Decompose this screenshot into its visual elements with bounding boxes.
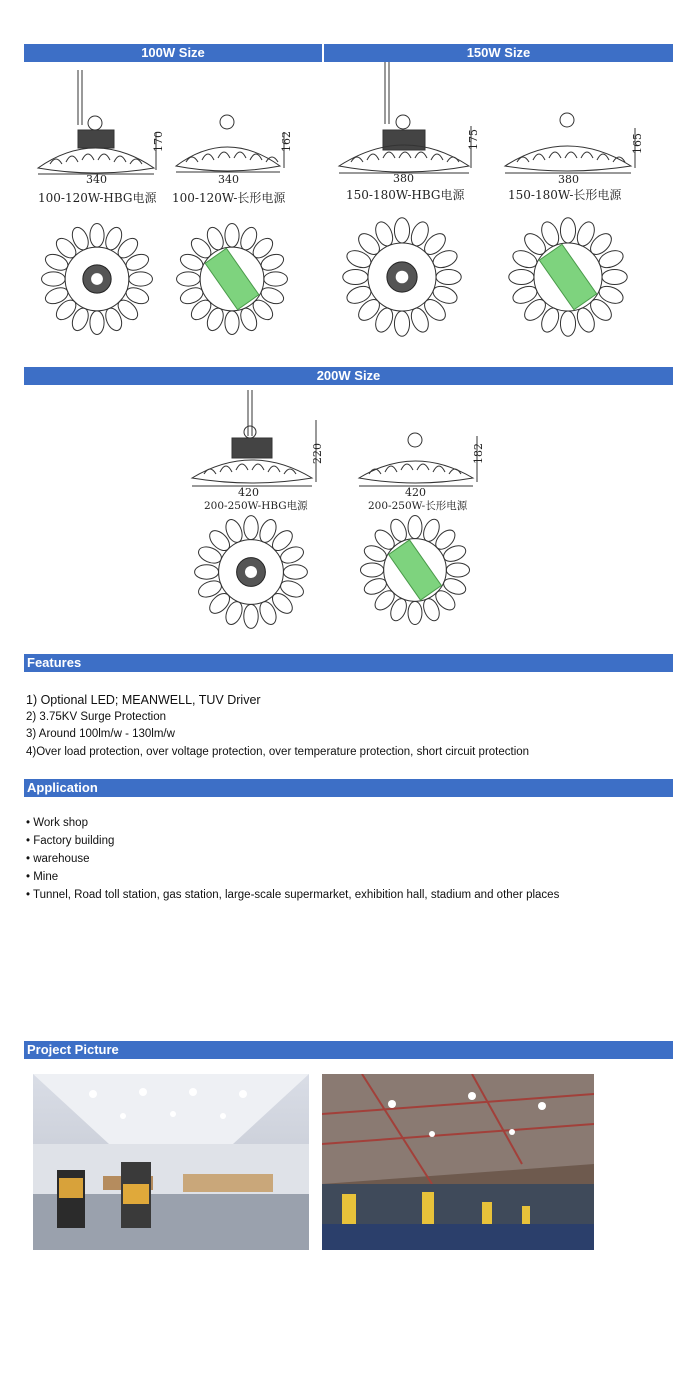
- application-item: • Work shop: [26, 817, 88, 829]
- height-label: 175: [467, 129, 480, 150]
- section-bar-200w: 200W Size: [24, 367, 673, 385]
- feature-item: 2) 3.75KV Surge Protection: [26, 711, 166, 723]
- height-label: 162: [280, 131, 293, 152]
- section-bar-features: Features: [24, 654, 673, 672]
- lamp-side-drawing-200-long: [355, 430, 495, 498]
- lamp-top-view-100-hbg: [38, 220, 156, 343]
- section-bar-project: Project Picture: [24, 1041, 673, 1059]
- lamp-side-drawing-100-hbg: [30, 70, 170, 185]
- application-item: • Factory building: [26, 835, 115, 847]
- drawing-caption: 100-120W-长形电源: [172, 191, 286, 205]
- lamp-side-drawing-100-long: [172, 110, 312, 185]
- width-label: 340: [86, 173, 107, 185]
- width-label: 420: [238, 486, 259, 498]
- height-label: 182: [472, 443, 485, 464]
- drawing-caption: 100-120W-HBG电源: [38, 191, 157, 205]
- application-item: • warehouse: [26, 853, 90, 865]
- drawing-caption: 150-180W-HBG电源: [346, 188, 465, 202]
- width-label: 340: [218, 173, 239, 185]
- lamp-side-drawing-200-hbg: [188, 390, 328, 498]
- lamp-top-view-100-long: [173, 220, 291, 343]
- drawing-caption: 200-250W-HBG电源: [204, 500, 308, 512]
- feature-item: 3) Around 100lm/w - 130lm/w: [26, 728, 175, 740]
- lamp-side-drawing-150-long: [503, 110, 653, 184]
- width-label: 420: [405, 486, 426, 498]
- lamp-top-view-150-hbg: [339, 214, 465, 345]
- feature-item: 1) Optional LED; MEANWELL, TUV Driver: [26, 693, 261, 707]
- section-bar-100w: 100W Size: [24, 44, 322, 62]
- height-label: 165: [631, 133, 644, 154]
- lamp-top-view-150-long: [505, 214, 631, 345]
- height-label: 170: [152, 131, 165, 152]
- drawing-caption: 200-250W-长形电源: [368, 500, 468, 512]
- project-photo-supermarket: [322, 1074, 594, 1250]
- section-bar-application: Application: [24, 779, 673, 797]
- width-label: 380: [558, 173, 579, 184]
- drawing-caption: 150-180W-长形电源: [508, 188, 622, 202]
- lamp-top-view-200-long: [357, 512, 473, 633]
- project-photo-warehouse: [33, 1074, 309, 1250]
- section-bar-150w: 150W Size: [324, 44, 673, 62]
- width-label: 380: [393, 172, 414, 184]
- application-item: • Tunnel, Road toll station, gas station, large-scale supermarket, exhibition hall, stadium and other places: [26, 889, 560, 901]
- lamp-top-view-200-hbg: [191, 512, 311, 637]
- height-label: 220: [311, 443, 324, 464]
- feature-item: 4)Over load protection, over voltage protection, over temperature protection, short circuit protection: [26, 746, 530, 758]
- application-item: • Mine: [26, 871, 59, 883]
- lamp-side-drawing-150-hbg: [335, 62, 485, 184]
